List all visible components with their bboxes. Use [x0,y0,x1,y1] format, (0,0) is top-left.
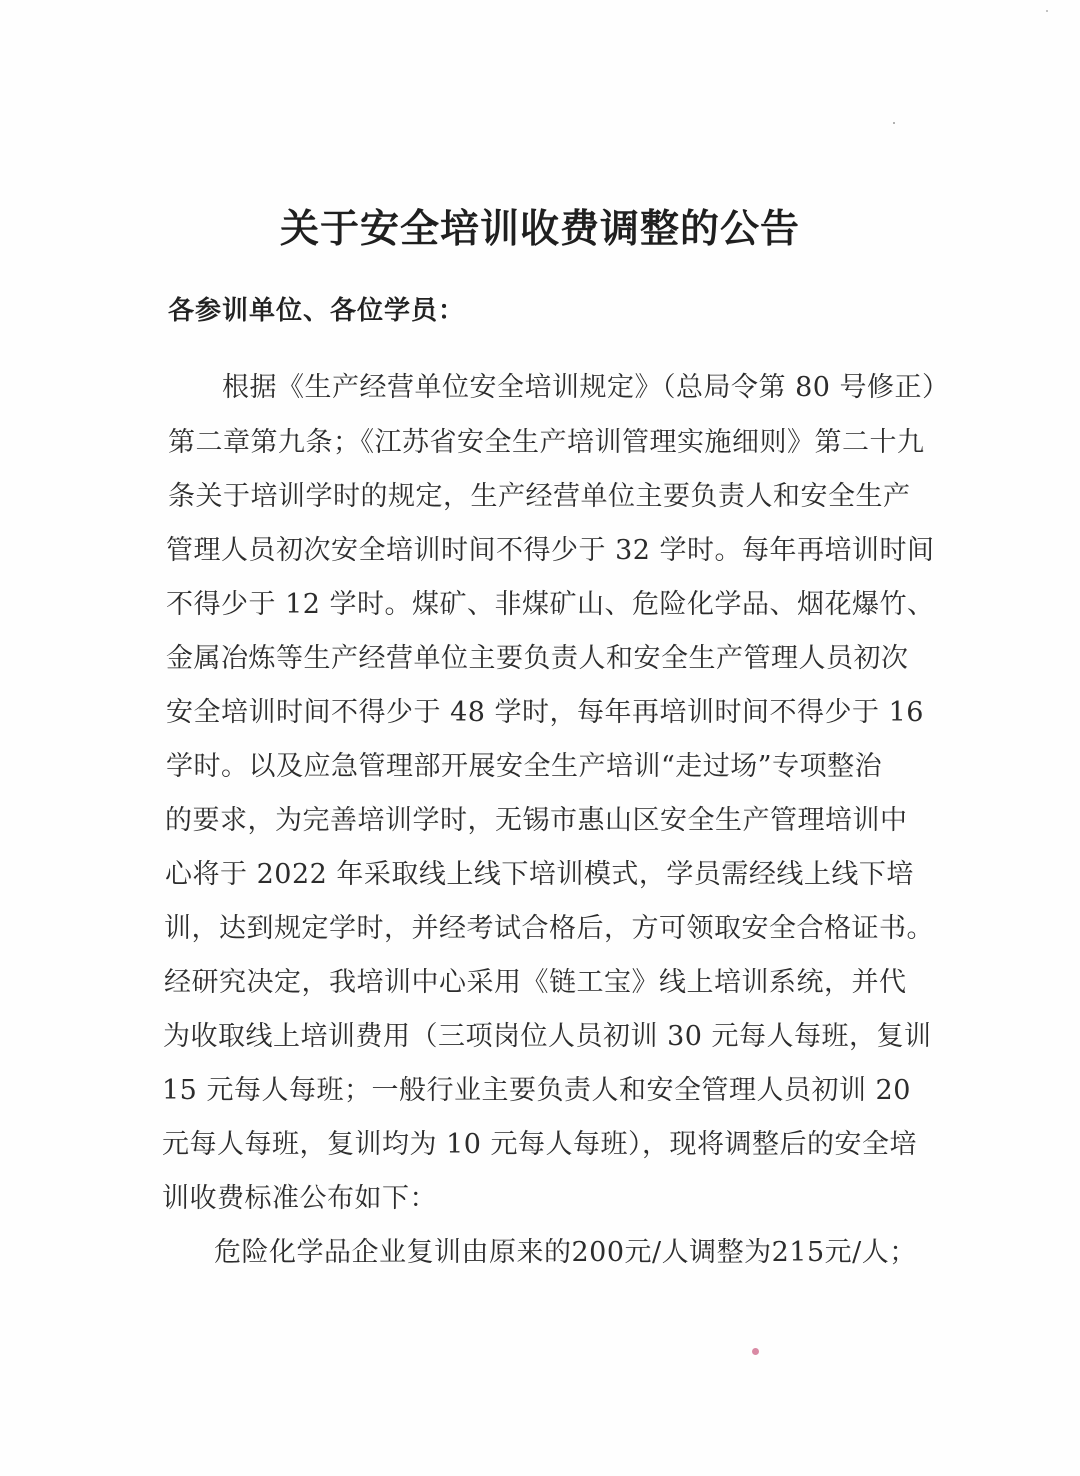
body-line: 管理人员初次安全培训时间不得少于 32 学时。每年再培训时间 [166,535,935,566]
body-line: 心将于 2022 年采取线上线下培训模式，学员需经线上线下培 [165,859,914,890]
scan-speck [752,1348,759,1355]
body-line: 根据《生产经营单位安全培训规定》（总局令第 80 号修正） [222,372,950,403]
document-title: 关于安全培训收费调整的公告 [279,207,800,252]
body-line: 金属冶炼等生产经营单位主要负责人和安全生产管理人员初次 [166,643,909,674]
scan-speck [893,122,895,124]
body-line: 危险化学品企业复训由原来的200元/人调整为215元/人； [214,1237,917,1268]
body-line: 训收费标准公布如下： [162,1183,437,1214]
body-line: 经研究决定，我培训中心采用《链工宝》线上培训系统，并代 [164,967,907,998]
body-line: 第二章第九条；《江苏省安全生产培训管理实施细则》第二十九 [168,427,925,458]
salutation: 各参训单位、各位学员： [168,296,466,326]
body-line: 学时。以及应急管理部开展安全生产培训“走过场”专项整治 [166,751,883,782]
body-line: 的要求，为完善培训学时，无锡市惠山区安全生产管理培训中 [165,805,908,836]
body-line: 为收取线上培训费用（三项岗位人员初训 30 元每人每班，复训 [163,1021,932,1052]
body-line: 15 元每人每班；一般行业主要负责人和安全管理人员初训 20 [162,1075,911,1106]
body-line: 训，达到规定学时，并经考试合格后，方可领取安全合格证书。 [164,913,934,944]
body-line: 条关于培训学时的规定，生产经营单位主要负责人和安全生产 [168,481,911,512]
body-line: 安全培训时间不得少于 48 学时，每年再培训时间不得少于 16 [166,697,924,728]
body-line: 元每人每班，复训均为 10 元每人每班），现将调整后的安全培 [162,1129,918,1160]
scan-speck [1046,10,1048,12]
body-line: 不得少于 12 学时。煤矿、非煤矿山、危险化学品、烟花爆竹、 [166,589,935,620]
